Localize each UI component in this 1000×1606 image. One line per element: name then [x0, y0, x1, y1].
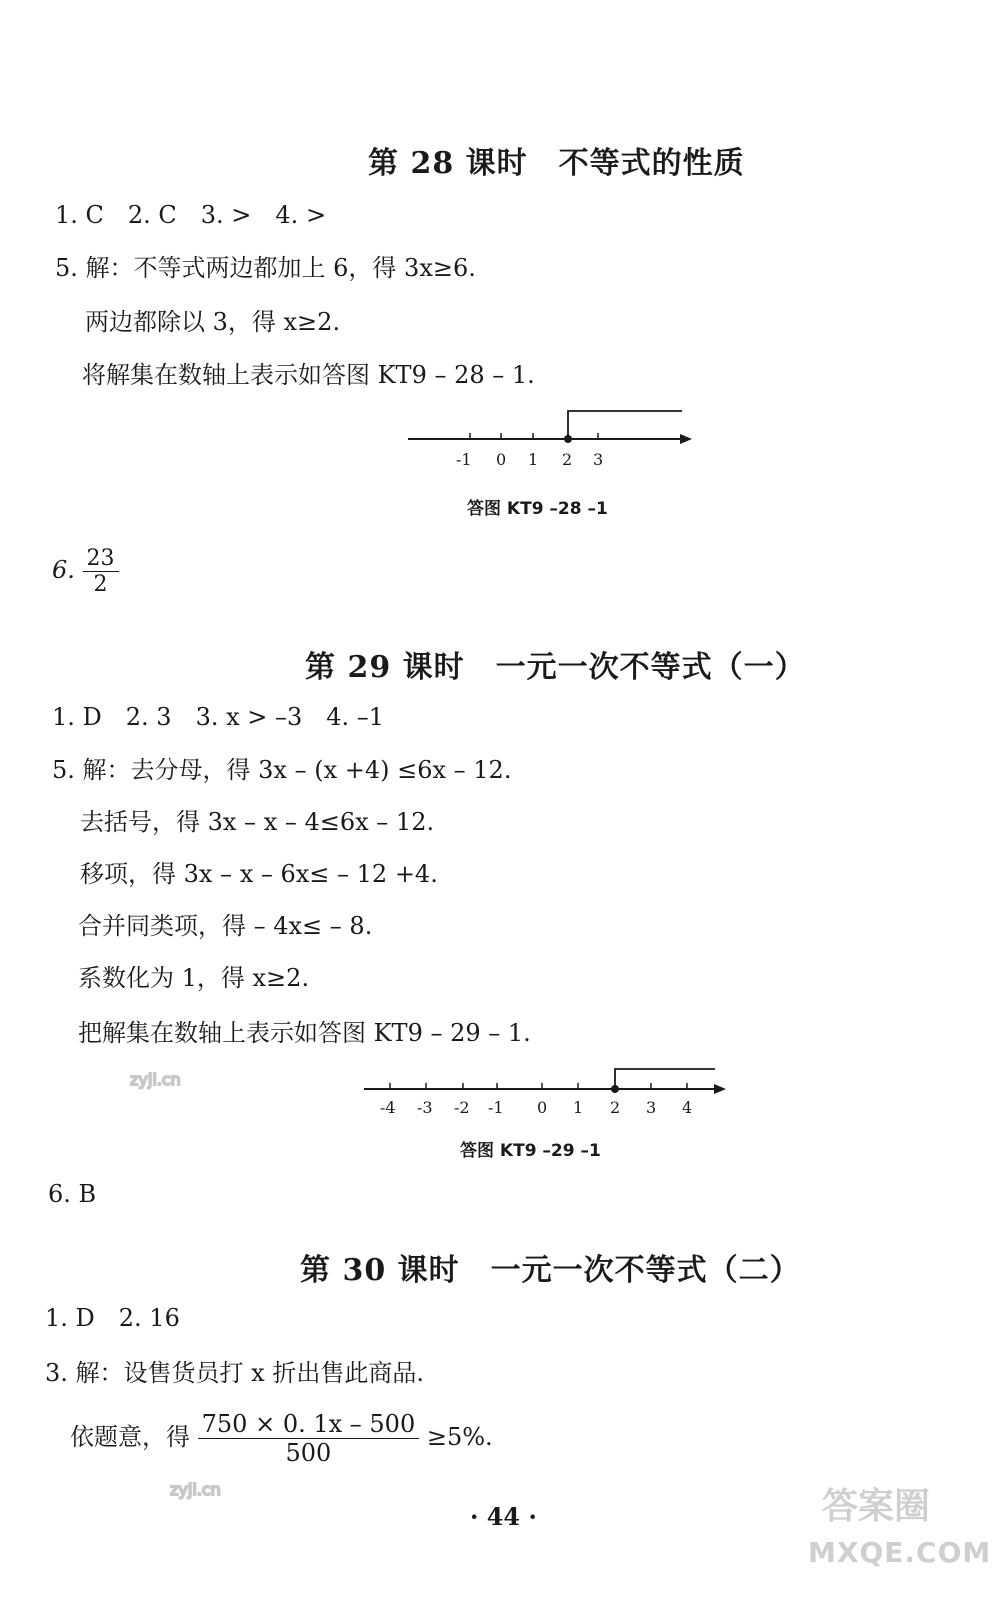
- axis-label: 1: [573, 1098, 584, 1117]
- answer-28-5-line1: 5. 解：不等式两边都加上 6，得 3x≥6.: [55, 254, 476, 282]
- figure-caption-29: 答图 KT9 –29 –1: [460, 1141, 601, 1161]
- answer-29-6: 6. B: [48, 1180, 97, 1208]
- section-title-29: 第 29 课时 一元一次不等式（一）: [305, 650, 806, 685]
- page-number: · 44 ·: [470, 1502, 537, 1531]
- svg-text:zyjl.cn: zyjl.cn: [130, 1070, 181, 1089]
- axis-label: -3: [417, 1098, 433, 1117]
- answer-29-5-line1: 5. 解：去分母，得 3x – (x +4) ≤6x – 12.: [52, 756, 512, 784]
- section-title-28: 第 28 课时 不等式的性质: [368, 146, 745, 181]
- answer-29-5-line5: 系数化为 1，得 x≥2.: [78, 964, 310, 992]
- figure-caption-28: 答图 KT9 –28 –1: [467, 499, 608, 519]
- fraction-numerator: 750 × 0. 1x – 500: [198, 1410, 420, 1439]
- fraction-denominator: 2: [93, 572, 108, 597]
- fraction-denominator: 500: [285, 1439, 332, 1467]
- answer-29-5-line6: 把解集在数轴上表示如答图 KT9 – 29 – 1.: [78, 1019, 531, 1047]
- solution-ray: [568, 411, 682, 439]
- axis-label: -1: [456, 450, 472, 469]
- q6-label: 6.: [52, 556, 75, 584]
- answer-28-6: [52, 546, 119, 597]
- axis-label: 0: [537, 1098, 548, 1117]
- answers-28-1-4: 1. C 2. C 3. > 4. >: [55, 201, 327, 229]
- answer-29-5-line4: 合并同类项，得 – 4x≤ – 8.: [78, 912, 373, 940]
- answer-29-5-line3: 移项，得 3x – x – 6x≤ – 12 +4.: [80, 860, 438, 888]
- axis-label: 1: [528, 450, 539, 469]
- axis-label: 3: [646, 1098, 657, 1117]
- watermark-zyjl-2: [170, 1420, 590, 1510]
- axis-arrow: [714, 1084, 726, 1094]
- inequality-prefix: 依题意，得: [70, 1423, 190, 1451]
- answer-28-5-line3: 将解集在数轴上表示如答图 KT9 – 28 – 1.: [82, 361, 535, 389]
- axis-label: -1: [488, 1098, 504, 1117]
- fraction-numerator: 23: [83, 546, 119, 572]
- svg-text:zyjl.cn: zyjl.cn: [170, 1480, 221, 1499]
- number-line-28: [400, 402, 700, 474]
- answers-30-1-2: 1. D 2. 16: [45, 1304, 180, 1332]
- axis-label: 0: [496, 450, 507, 469]
- fraction: [83, 546, 119, 597]
- axis-label: 4: [682, 1098, 693, 1117]
- axis-label: -4: [380, 1098, 396, 1117]
- axis-label: -2: [454, 1098, 470, 1117]
- inequality-suffix: ≥5%.: [426, 1423, 493, 1451]
- answer-30-3-line1: 3. 解：设售货员打 x 折出售此商品.: [45, 1359, 424, 1387]
- answers-29-1-4: 1. D 2. 3 3. x > –3 4. –1: [52, 703, 385, 731]
- axis-label: 2: [610, 1098, 621, 1117]
- axis-arrow: [680, 434, 692, 444]
- axis-label: 2: [562, 450, 573, 469]
- watermark-site: MXQE.COM: [808, 1536, 992, 1569]
- axis-label: 3: [593, 450, 604, 469]
- answer-28-5-line2: 两边都除以 3，得 x≥2.: [85, 308, 341, 336]
- watermark-badge: 答案圈: [822, 1486, 931, 1527]
- solution-ray: [615, 1069, 715, 1089]
- watermark-zyjl-1: [130, 1010, 550, 1100]
- section-title-30: 第 30 课时 一元一次不等式（二）: [300, 1253, 801, 1288]
- answer-29-5-line2: 去括号，得 3x – x – 4≤6x – 12.: [80, 808, 435, 836]
